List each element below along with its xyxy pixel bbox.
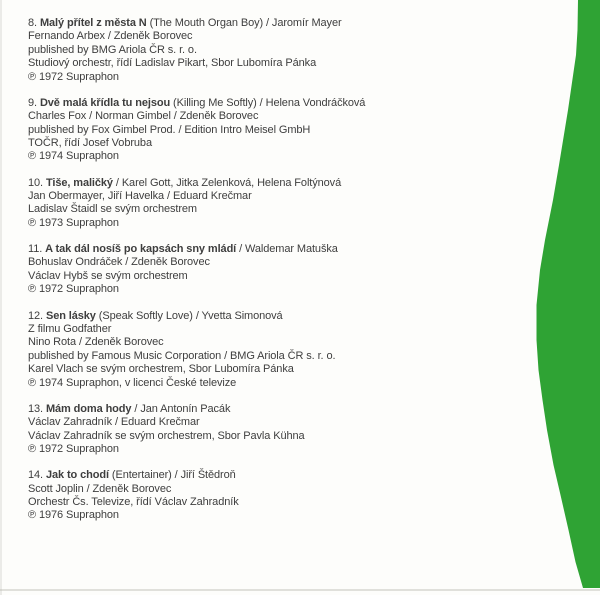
track-credit-line: Jan Obermayer, Jiří Havelka / Eduard Krečmar bbox=[28, 190, 252, 203]
track-title: Mám doma hody bbox=[45, 402, 132, 415]
track-credit-line: Václav Zahradník / Eduard Krečmar bbox=[28, 416, 200, 429]
track-entry bbox=[28, 97, 568, 164]
track-number: 9. bbox=[28, 96, 40, 109]
track-title-line bbox=[28, 403, 568, 416]
track-title-line bbox=[28, 177, 568, 190]
track-credit-line: Bohuslav Ondráček / Zdeněk Borovec bbox=[28, 256, 210, 269]
track-number: 11. bbox=[28, 243, 46, 256]
track-credit-line: Fernando Arbex / Zdeněk Borovec bbox=[28, 30, 193, 43]
track-title: Malý přítel z města N bbox=[39, 17, 147, 29]
track-credit-line: published by Fox Gimbel Prod. / Edition Intro Meisel GmbH bbox=[28, 123, 311, 136]
track-entry bbox=[28, 177, 568, 231]
track-list bbox=[28, 17, 568, 536]
track-credit-line: Charles Fox / Norman Gimbel / Zdeněk Borovec bbox=[28, 110, 259, 123]
track-credit-line: ℗ 1974 Supraphon, v licenci České televize bbox=[28, 376, 237, 389]
track-credit-line: ℗ 1974 Supraphon bbox=[28, 150, 119, 163]
track-credit-line: Ladislav Štaidl se svým orchestrem bbox=[28, 203, 197, 216]
track-title-line bbox=[28, 469, 568, 482]
track-credit-line: ℗ 1973 Supraphon bbox=[28, 216, 119, 229]
track-credit-line: Orchestr Čs. Televize, řídí Václav Zahradník bbox=[28, 495, 239, 508]
track-title-line bbox=[28, 310, 568, 323]
track-credit-line: Z filmu Godfather bbox=[28, 322, 112, 335]
track-title-rest: / Waldemar Matuška bbox=[236, 243, 338, 256]
scan-left-edge bbox=[0, 0, 2, 595]
track-title-rest: / Karel Gott, Jitka Zelenková, Helena Foltýnová bbox=[112, 176, 342, 189]
track-entry bbox=[28, 310, 568, 390]
track-title-rest: (Killing Me Softly) / Helena Vondráčková bbox=[170, 96, 366, 109]
track-credit-line: published by BMG Ariola ČR s. r. o. bbox=[28, 43, 197, 56]
track-credit-line: Václav Hybš se svým orchestrem bbox=[28, 269, 188, 282]
track-title: Sen lásky bbox=[45, 309, 96, 322]
track-title: Dvě malá křídla tu nejsou bbox=[39, 96, 171, 109]
track-credit-line: Karel Vlach se svým orchestrem, Sbor Lubomíra Pánka bbox=[28, 363, 294, 376]
track-title-rest: (The Mouth Organ Boy) / Jaromír Mayer bbox=[146, 17, 342, 29]
track-credit-line: ℗ 1972 Supraphon bbox=[28, 442, 119, 455]
track-entry bbox=[28, 17, 568, 84]
track-credit-line: ℗ 1976 Supraphon bbox=[28, 509, 119, 522]
track-credit-line: TOČR, řídí Josef Vobruba bbox=[28, 137, 152, 150]
track-credit-line: Václav Zahradník se svým orchestrem, Sbor Pavla Kühna bbox=[28, 429, 305, 442]
track-number: 13. bbox=[28, 402, 46, 415]
page-edge-line bbox=[0, 589, 600, 591]
track-credit-line: Scott Joplin / Zdeněk Borovec bbox=[28, 482, 172, 495]
track-credit-line: Nino Rota / Zdeněk Borovec bbox=[28, 336, 164, 349]
track-title-rest: / Jan Antonín Pacák bbox=[131, 402, 231, 415]
track-title-line bbox=[28, 243, 568, 256]
track-entry bbox=[28, 403, 568, 457]
track-credit-line: ℗ 1972 Supraphon bbox=[28, 70, 119, 83]
track-credit-line: Studiový orchestr, řídí Ladislav Pikart, Sbor Lubomíra Pánka bbox=[28, 57, 317, 70]
track-number: 12. bbox=[28, 309, 46, 322]
track-credit-line: published by Famous Music Corporation / BMG Ariola ČR s. r. o. bbox=[28, 349, 336, 362]
track-number: 8. bbox=[28, 17, 40, 29]
track-title-line bbox=[28, 97, 568, 110]
track-number: 14. bbox=[28, 469, 46, 482]
track-title: Tiše, maličký bbox=[45, 176, 113, 189]
track-title-rest: (Speak Softly Love) / Yvetta Simonová bbox=[95, 309, 283, 322]
track-entry bbox=[28, 243, 568, 297]
track-credit-line: ℗ 1972 Supraphon bbox=[28, 283, 119, 296]
track-title: A tak dál nosíš po kapsách sny mládí bbox=[45, 243, 237, 256]
track-number: 10. bbox=[28, 176, 46, 189]
track-title-line bbox=[28, 17, 568, 30]
track-title: Jak to chodí bbox=[45, 469, 109, 482]
track-entry bbox=[28, 469, 568, 523]
track-title-rest: (Entertainer) / Jiří Štědroň bbox=[108, 469, 236, 482]
